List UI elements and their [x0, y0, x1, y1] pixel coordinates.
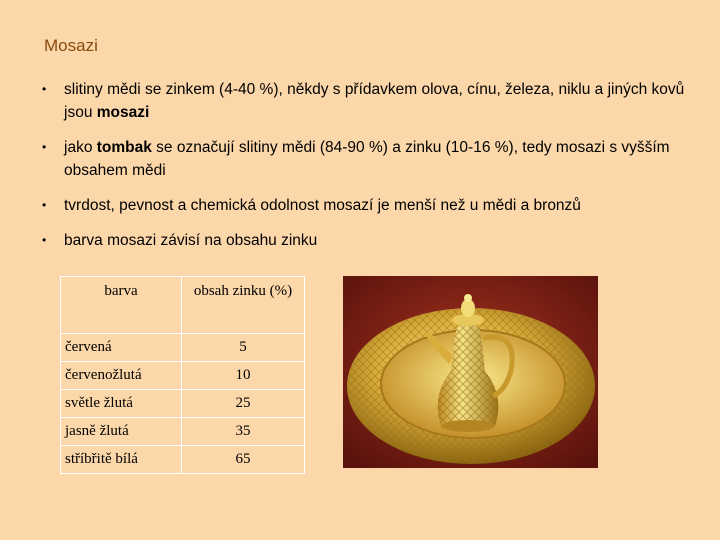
bullet-item	[40, 229, 700, 252]
bullet-text: jako	[64, 139, 97, 156]
table-row	[61, 334, 305, 362]
zinc-color-table	[60, 276, 305, 474]
slide-title: Mosazi	[44, 36, 98, 55]
table-row	[61, 362, 305, 390]
table-row	[61, 446, 305, 474]
bullet-dot-icon: •	[42, 140, 47, 154]
table-row	[61, 418, 305, 446]
zinc-percent-cell: 10	[182, 362, 305, 390]
bullet-item	[40, 78, 700, 124]
bullet-dot-icon: •	[42, 198, 47, 212]
bullet-text: slitiny mědi se zinkem (4-40 %), někdy s přídavkem olova, cínu, železa, niklu a jiných kovů jsou	[64, 81, 685, 121]
zinc-percent-cell: 35	[182, 418, 305, 446]
zinc-percent-cell: 25	[182, 390, 305, 418]
color-cell: červenožlutá	[61, 362, 182, 390]
bullet-text-bold: mosazi	[96, 104, 150, 121]
bullet-text: barva mosazi závisí na obsahu zinku	[64, 232, 318, 249]
table-header-row	[61, 277, 305, 334]
bullet-dot-icon: •	[42, 233, 47, 247]
bullet-text-bold: tombak	[96, 139, 152, 156]
zinc-percent-cell: 5	[182, 334, 305, 362]
header-zinc-content: obsah zinku (%)	[182, 277, 305, 334]
color-cell: stříbřitě bílá	[61, 446, 182, 474]
zinc-percent-cell: 65	[182, 446, 305, 474]
bullet-item	[40, 136, 700, 182]
color-cell: světle žlutá	[61, 390, 182, 418]
brass-jug-and-bowl-photo	[343, 276, 598, 468]
bullet-text: tvrdost, pevnost a chemická odolnost mosazí je menší než u mědi a bronzů	[64, 197, 581, 214]
color-cell: jasně žlutá	[61, 418, 182, 446]
bullet-item	[40, 194, 700, 217]
table-row	[61, 390, 305, 418]
bullet-dot-icon: •	[42, 82, 47, 96]
color-cell: červená	[61, 334, 182, 362]
bullet-text: se označují slitiny mědi (84-90 %) a zinku (10-16 %), tedy mosazi s vyšším obsahem mědi	[64, 139, 670, 179]
bullet-list	[40, 78, 700, 264]
header-color: barva	[61, 277, 182, 334]
